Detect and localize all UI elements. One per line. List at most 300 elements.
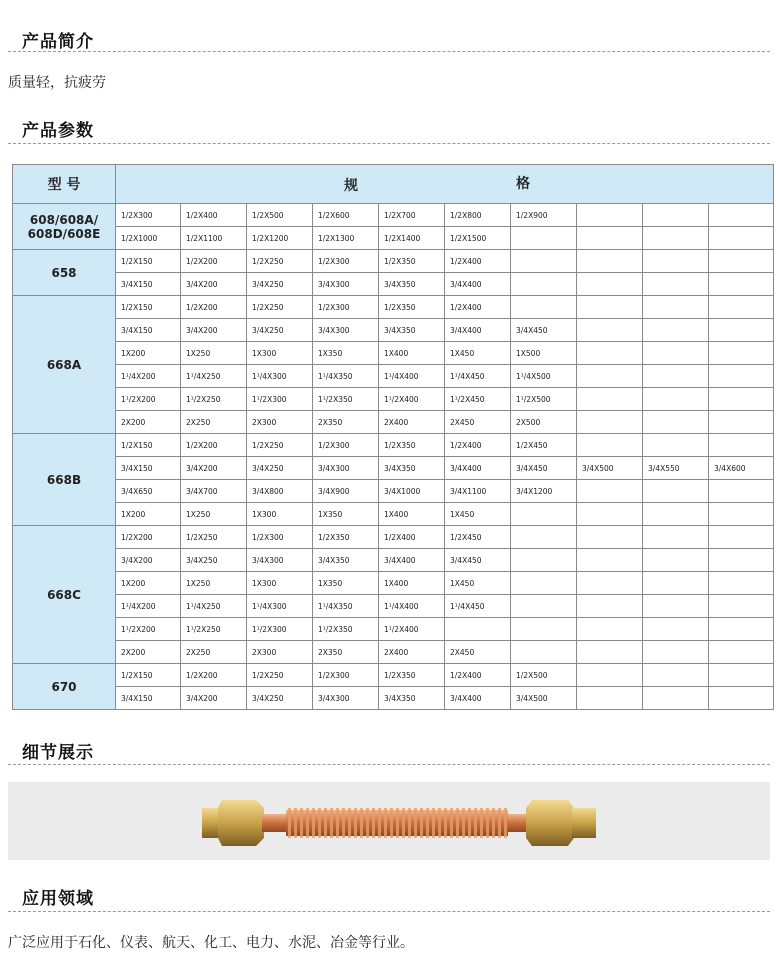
spec-cell: 1/2X150 [116,250,181,273]
spec-cell: 2X400 [379,411,445,434]
hose-rib [396,808,399,838]
corrugated-hose-image [8,782,770,860]
spec-cell [511,296,577,319]
spec-cell [643,641,709,664]
spec-cell: 1X200 [116,572,181,595]
hose-rib [480,808,483,838]
spec-cell: 1/2X500 [511,664,577,687]
table-row [13,526,774,549]
spec-cell: 1¹/4X200 [116,365,181,388]
spec-cell: 1/2X200 [181,296,247,319]
spec-cell [643,296,709,319]
spec-cell: 3/4X300 [313,457,379,480]
spec-cell: 1/2X400 [379,526,445,549]
spec-cell [643,595,709,618]
spec-cell: 1/2X450 [445,526,511,549]
spec-cell [643,526,709,549]
section-title-intro: 产品简介 [22,32,94,52]
hose-rib [468,808,471,838]
spec-cell: 3/4X250 [247,687,313,710]
model-cell: 668A [13,296,116,434]
spec-cell: 3/4X250 [181,549,247,572]
spec-cell: 1/2X300 [247,526,313,549]
table-row [13,480,774,503]
table-row [13,296,774,319]
hose-rib [300,808,303,838]
spec-cell: 1X400 [379,572,445,595]
spec-cell: 1/2X200 [181,250,247,273]
spec-cell [577,388,643,411]
spec-cell [643,388,709,411]
divider [8,143,770,144]
spec-cell [577,664,643,687]
spec-cell: 2X300 [247,641,313,664]
spec-cell [511,503,577,526]
spec-cell: 2X450 [445,641,511,664]
model-cell: 668C [13,526,116,664]
spec-cell [511,227,577,250]
spec-cell [577,595,643,618]
table-row [13,618,774,641]
hose-rib [294,808,297,838]
spec-cell [511,618,577,641]
spec-cell [577,250,643,273]
spec-cell: 3/4X1100 [445,480,511,503]
table-row [13,319,774,342]
spec-cell: 3/4X200 [181,457,247,480]
spec-cell: 1/2X150 [116,296,181,319]
spec-cell [709,411,774,434]
spec-cell [709,595,774,618]
hose-rib [288,808,291,838]
spec-cell [709,365,774,388]
spec-cell [511,595,577,618]
spec-cell: 1X250 [181,572,247,595]
spec-cell [577,641,643,664]
table-row [13,365,774,388]
spec-cell: 2X450 [445,411,511,434]
spec-cell: 1/2X1200 [247,227,313,250]
spec-cell: 1¹/4X400 [379,365,445,388]
spec-cell: 1X450 [445,342,511,365]
spec-cell: 2X500 [511,411,577,434]
hose-rib [420,808,423,838]
spec-cell: 1/2X250 [247,296,313,319]
spec-cell: 1X300 [247,503,313,526]
spec-cell [577,204,643,227]
spec-cell: 1/2X500 [247,204,313,227]
spec-cell [577,572,643,595]
section-title-application: 应用领域 [22,889,94,909]
spec-cell [709,687,774,710]
spec-cell [709,296,774,319]
spec-table [12,164,774,710]
spec-cell: 3/4X450 [445,549,511,572]
spec-cell: 1/2X400 [445,434,511,457]
table-row [13,595,774,618]
hose-rib [414,808,417,838]
spec-cell: 1¹/4X450 [445,365,511,388]
spec-cell [577,549,643,572]
hose-rib [336,808,339,838]
application-text: 广泛应用于石化、仪表、航天、化工、电力、水泥、冶金等行业。 [8,935,414,951]
spec-cell: 1/2X250 [247,664,313,687]
hose-rib [450,808,453,838]
spec-cell: 1/2X800 [445,204,511,227]
spec-cell: 1¹/2X250 [181,618,247,641]
spec-cell: 1X450 [445,503,511,526]
hose-rib [348,808,351,838]
hose-rib [486,808,489,838]
spec-cell: 1¹/4X300 [247,595,313,618]
hose-rib [492,808,495,838]
spec-cell: 1/2X300 [313,434,379,457]
spec-cell [643,250,709,273]
spec-cell: 3/4X300 [247,549,313,572]
spec-cell: 1¹/2X450 [445,388,511,411]
spec-cell: 1/2X350 [379,250,445,273]
hose-rib [390,808,393,838]
spec-cell: 3/4X300 [313,273,379,296]
spec-cell: 1/2X250 [181,526,247,549]
spec-cell: 2X350 [313,411,379,434]
section-title-detail: 细节展示 [22,743,94,763]
spec-cell: 1/2X300 [313,664,379,687]
spec-cell: 3/4X200 [116,549,181,572]
spec-cell: 3/4X600 [709,457,774,480]
spec-cell [643,687,709,710]
spec-cell: 1/2X200 [181,664,247,687]
spec-cell [643,227,709,250]
hose-rib [330,808,333,838]
header-model: 型 号 [13,165,116,204]
spec-cell: 1/2X300 [313,250,379,273]
hose-rib [354,808,357,838]
spec-cell: 2X300 [247,411,313,434]
spec-cell: 1/2X350 [379,296,445,319]
spec-cell: 3/4X450 [511,319,577,342]
spec-cell: 3/4X400 [445,687,511,710]
spec-cell: 3/4X300 [313,687,379,710]
spec-cell [511,641,577,664]
spec-cell [577,319,643,342]
spec-cell [709,250,774,273]
spec-cell [643,664,709,687]
hose-rib [384,808,387,838]
spec-cell [577,273,643,296]
spec-cell: 3/4X900 [313,480,379,503]
spec-cell [643,572,709,595]
spec-cell: 1/2X900 [511,204,577,227]
spec-cell [577,434,643,457]
spec-cell [709,388,774,411]
spec-cell: 3/4X1000 [379,480,445,503]
spec-cell [511,549,577,572]
hose-rib [504,808,507,838]
hose-rib [498,808,501,838]
spec-cell: 3/4X400 [445,319,511,342]
spec-cell [643,618,709,641]
spec-cell: 3/4X350 [379,457,445,480]
spec-cell: 1/2X400 [445,296,511,319]
table-row [13,273,774,296]
table-row [13,664,774,687]
spec-cell [643,411,709,434]
spec-cell: 1/2X250 [247,434,313,457]
spec-cell [577,342,643,365]
spec-cell: 1¹/2X300 [247,388,313,411]
spec-cell: 3/4X150 [116,457,181,480]
spec-cell [577,687,643,710]
spec-cell: 3/4X650 [116,480,181,503]
spec-cell: 1/2X350 [379,664,445,687]
hose-rib [378,808,381,838]
table-row [13,687,774,710]
spec-cell: 1¹/2X200 [116,388,181,411]
spec-cell: 1¹/2X250 [181,388,247,411]
divider [8,764,770,765]
spec-cell: 3/4X350 [379,273,445,296]
spec-cell: 1/2X350 [379,434,445,457]
spec-cell: 1/2X1400 [379,227,445,250]
spec-cell: 1/2X200 [116,526,181,549]
spec-cell [577,618,643,641]
spec-cell: 1/2X400 [181,204,247,227]
spec-cell: 2X400 [379,641,445,664]
spec-cell: 3/4X400 [379,549,445,572]
spec-cell [511,250,577,273]
spec-cell [511,572,577,595]
spec-cell: 3/4X500 [511,687,577,710]
spec-cell [709,342,774,365]
spec-cell: 1/2X400 [445,664,511,687]
spec-cell: 1/2X300 [313,296,379,319]
spec-cell: 1X300 [247,572,313,595]
spec-cell [577,526,643,549]
spec-cell: 1X250 [181,342,247,365]
header-spec-char-1: 规 [344,178,358,194]
hose-rib [366,808,369,838]
spec-cell [643,549,709,572]
spec-cell: 1X450 [445,572,511,595]
table-row [13,572,774,595]
spec-cell [709,641,774,664]
spec-cell: 3/4X200 [181,687,247,710]
spec-cell [577,365,643,388]
hose-rib [426,808,429,838]
model-cell: 668B [13,434,116,526]
spec-cell: 1¹/4X450 [445,595,511,618]
spec-cell [709,549,774,572]
spec-cell: 1/2X1500 [445,227,511,250]
spec-cell: 2X200 [116,411,181,434]
table-row [13,342,774,365]
hose-rib [408,808,411,838]
spec-cell: 1/2X200 [181,434,247,457]
table-row [13,457,774,480]
table-row [13,503,774,526]
spec-cell: 3/4X250 [247,457,313,480]
spec-cell: 1¹/4X500 [511,365,577,388]
table-row [13,388,774,411]
spec-cell [577,296,643,319]
hose-rib [324,808,327,838]
spec-cell: 1¹/4X300 [247,365,313,388]
spec-cell: 1X350 [313,342,379,365]
spec-cell [511,526,577,549]
spec-cell: 2X250 [181,411,247,434]
spec-cell: 1¹/4X200 [116,595,181,618]
spec-cell [709,319,774,342]
spec-cell: 1¹/4X250 [181,365,247,388]
table-row [13,204,774,227]
spec-cell: 3/4X250 [247,319,313,342]
hose-rib [474,808,477,838]
spec-cell: 3/4X200 [181,273,247,296]
spec-cell: 1¹/2X350 [313,388,379,411]
spec-cell: 1¹/2X400 [379,388,445,411]
spec-cell [709,204,774,227]
spec-cell: 1¹/2X300 [247,618,313,641]
spec-cell: 3/4X150 [116,687,181,710]
model-cell: 658 [13,250,116,296]
spec-cell: 1X200 [116,342,181,365]
spec-cell: 1X350 [313,503,379,526]
table-row [13,411,774,434]
spec-cell: 3/4X150 [116,273,181,296]
spec-cell: 1/2X1100 [181,227,247,250]
hose-rib [432,808,435,838]
spec-cell [577,480,643,503]
divider [8,911,770,912]
spec-cell [643,480,709,503]
spec-cell: 2X250 [181,641,247,664]
spec-cell: 1X500 [511,342,577,365]
spec-cell [643,319,709,342]
spec-cell [709,273,774,296]
spec-cell: 2X200 [116,641,181,664]
spec-cell: 1/2X400 [445,250,511,273]
spec-cell: 1/2X250 [247,250,313,273]
table-row [13,250,774,273]
table-row [13,227,774,250]
spec-cell: 3/4X350 [313,549,379,572]
spec-cell: 1¹/4X400 [379,595,445,618]
spec-cell: 1/2X350 [313,526,379,549]
spec-cell [577,503,643,526]
spec-cell: 1X400 [379,503,445,526]
spec-cell: 1/2X450 [511,434,577,457]
intro-text: 质量轻，抗疲劳 [8,75,106,91]
spec-cell [709,618,774,641]
divider [8,51,770,52]
hose-rib [342,808,345,838]
table-row [13,434,774,457]
spec-cell: 3/4X500 [577,457,643,480]
spec-cell: 1X400 [379,342,445,365]
spec-cell: 1/2X300 [116,204,181,227]
spec-cell [709,434,774,457]
spec-cell: 1¹/2X400 [379,618,445,641]
hose-rib [402,808,405,838]
spec-cell: 1¹/2X500 [511,388,577,411]
spec-cell: 1¹/2X200 [116,618,181,641]
hose-rib [462,808,465,838]
spec-cell: 1X200 [116,503,181,526]
table-row [13,641,774,664]
spec-cell: 3/4X300 [313,319,379,342]
spec-cell: 3/4X350 [379,319,445,342]
spec-cell: 1/2X150 [116,664,181,687]
spec-cell: 3/4X450 [511,457,577,480]
spec-cell [643,434,709,457]
spec-cell: 3/4X350 [379,687,445,710]
hose-rib [438,808,441,838]
hose-rib [444,808,447,838]
spec-cell [577,411,643,434]
table-header-row [13,165,774,204]
spec-cell [709,480,774,503]
hose-rib [456,808,459,838]
product-photo [8,782,770,860]
spec-cell [709,572,774,595]
hose-rib [372,808,375,838]
spec-cell: 1¹/4X350 [313,595,379,618]
spec-cell: 3/4X150 [116,319,181,342]
model-cell: 670 [13,664,116,710]
spec-cell [643,342,709,365]
hose-rib [306,808,309,838]
spec-cell [643,503,709,526]
hose-rib [318,808,321,838]
model-cell: 608/608A/ 608D/608E [13,204,116,250]
spec-cell: 1¹/4X250 [181,595,247,618]
spec-cell [709,227,774,250]
spec-cell: 3/4X200 [181,319,247,342]
spec-cell: 1/2X1300 [313,227,379,250]
spec-cell: 3/4X700 [181,480,247,503]
section-title-params: 产品参数 [22,121,94,141]
header-spec-char-2: 格 [516,176,530,192]
spec-cell: 1/2X700 [379,204,445,227]
spec-cell [577,227,643,250]
hose-rib [360,808,363,838]
spec-cell [643,204,709,227]
spec-cell: 3/4X800 [247,480,313,503]
spec-cell: 3/4X400 [445,457,511,480]
spec-cell [709,503,774,526]
spec-cell: 3/4X250 [247,273,313,296]
spec-cell: 2X350 [313,641,379,664]
spec-cell [643,365,709,388]
spec-cell: 3/4X550 [643,457,709,480]
spec-cell: 1¹/2X350 [313,618,379,641]
table-row [13,549,774,572]
spec-cell [511,273,577,296]
spec-cell [709,664,774,687]
spec-cell: 1/2X1000 [116,227,181,250]
spec-cell: 3/4X400 [445,273,511,296]
spec-cell [709,526,774,549]
hose-rib [312,808,315,838]
spec-cell: 1/2X600 [313,204,379,227]
spec-cell [445,618,511,641]
spec-cell: 1/2X150 [116,434,181,457]
spec-cell: 1X250 [181,503,247,526]
spec-cell: 3/4X1200 [511,480,577,503]
header-spec [116,165,774,204]
spec-cell: 1X350 [313,572,379,595]
